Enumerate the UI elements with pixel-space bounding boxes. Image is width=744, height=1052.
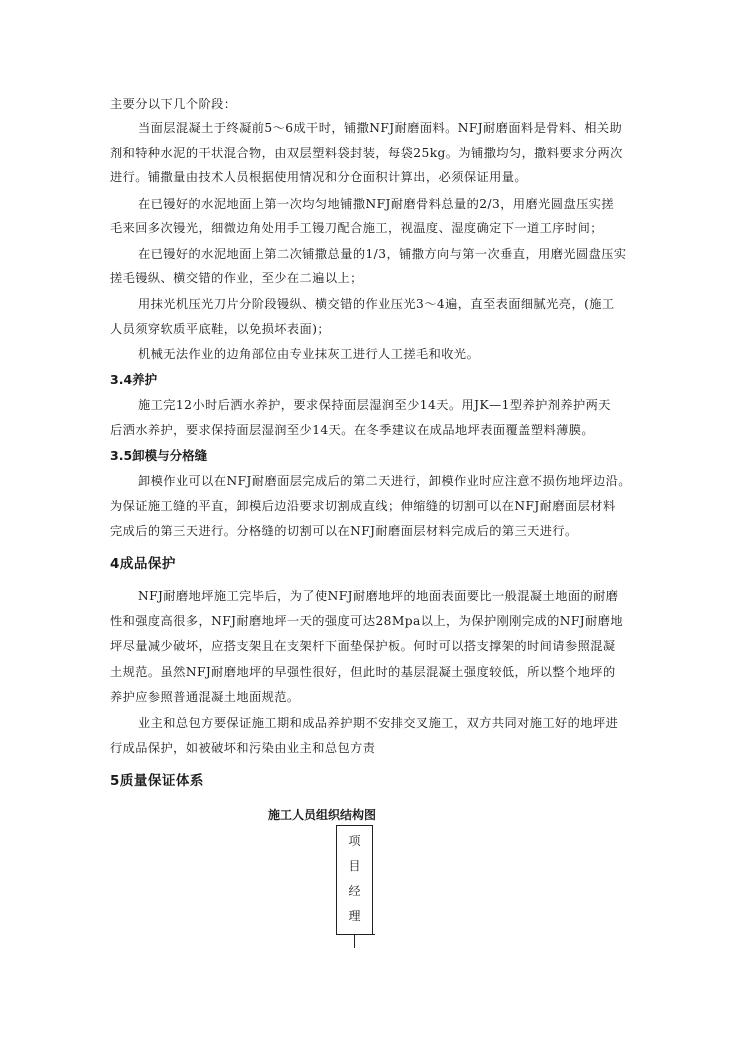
- paragraph-line: 在已镘好的水泥地面上第一次均匀地铺撒NFJ耐磨骨料总量的2/3，用磨光圆盘压实搓: [138, 197, 614, 211]
- paragraph-line: 机械无法作业的边角部位由专业抹灰工进行人工搓毛和收光。: [138, 347, 480, 361]
- paragraph-line: NFJ耐磨地坪施工完毕后，为了使NFJ耐磨地坪的地面表面要比一般混凝土地面的耐磨: [138, 589, 619, 603]
- paragraph-line: 性和强度高很多，NFJ耐磨地坪一天的强度可达28Mpa以上，为保护刚刚完成的NFJ耐磨地: [110, 614, 624, 628]
- paragraph-line: 为保证施工缝的平直，卸模后边沿要求切割成直线；伸缩缝的切割可以在NFJ耐磨面层材料: [110, 499, 616, 513]
- org-box-char: 理: [348, 909, 361, 923]
- org-chart-connector: [354, 934, 375, 935]
- org-chart-connector: [354, 934, 355, 948]
- section-heading-3-5: 3.5卸模与分格缝: [110, 448, 208, 463]
- paragraph-line: 后洒水养护，要求保持面层湿润至少14天。在冬季建议在成品地坪表面覆盖塑料薄膜。: [110, 423, 594, 437]
- paragraph-line: 在已镘好的水泥地面上第二次铺撒总量的1/3，铺撒方向与第一次垂直，用磨光圆盘压实: [138, 247, 627, 261]
- paragraph-line: 进行。铺撒量由技术人员根据使用情况和分仓面积计算出，必须保证用量。: [110, 170, 528, 184]
- paragraph-line: 土规范。虽然NFJ耐磨地坪的早强性很好，但此时的基层混凝土强度较低，所以整个地坪的: [110, 665, 616, 679]
- section-heading-3-4: 3.4养护: [110, 372, 158, 387]
- paragraph-line: 施工完12小时后洒水养护，要求保持面层湿润至少14天。用JK—1型养护剂养护两天: [138, 398, 611, 412]
- org-chart-box-project-manager: [336, 825, 373, 935]
- org-box-char: 项: [348, 834, 361, 848]
- paragraph-line: 坪尽量减少破坏，应搭支架且在支架杆下面垫保护板。何时可以搭支撑架的时间请参照混凝: [110, 639, 616, 653]
- section-heading-5: 5质量保证体系: [110, 773, 204, 789]
- org-box-char: 经: [348, 884, 361, 898]
- org-chart-title: 施工人员组织结构图: [268, 808, 377, 822]
- paragraph-line: 养护应参照普通混凝土地面规范。: [110, 690, 300, 704]
- paragraph-line: 当面层混凝土于终凝前5～6成干时，铺撒NFJ耐磨面料。NFJ耐磨面料是骨料、相关助: [138, 121, 623, 135]
- paragraph-line: 完成后的第三天进行。分格缝的切割可以在NFJ耐磨面层材料完成后的第三天进行。: [110, 524, 578, 538]
- paragraph-line: 行成品保护，如被破坏和污染由业主和总包方责: [110, 741, 376, 755]
- paragraph-line: 卸模作业可以在NFJ耐磨面层完成后的第二天进行，卸模作业时应注意不损伤地坪边沿。: [138, 474, 631, 488]
- paragraph-line: 毛来回多次镘光，细微边角处用手工镘刀配合施工，视温度、湿度确定下一道工序时间；: [110, 221, 603, 235]
- section-heading-4: 4成品保护: [110, 556, 176, 572]
- paragraph-line: 业主和总包方要保证施工期和成品养护期不安排交叉施工，双方共同对施工好的地坪进: [138, 716, 619, 730]
- paragraph-line: 搓毛镘纵、横交错的作业，至少在二遍以上；: [110, 271, 363, 285]
- paragraph-line: 剂和特种水泥的干状混合物，由双层塑料袋封装，每袋25kg。为铺撒均匀，撒料要求分两次: [110, 146, 623, 160]
- paragraph-line: 用抹光机压光刀片分阶段镘纵、横交错的作业压光3～4遍，直至表面细腻光亮，(施工: [138, 297, 615, 311]
- paragraph-line: 人员须穿软质平底鞋，以免损坏表面)；: [110, 322, 331, 336]
- paragraph-line: 主要分以下几个阶段：: [110, 97, 237, 111]
- org-box-char: 目: [348, 859, 361, 873]
